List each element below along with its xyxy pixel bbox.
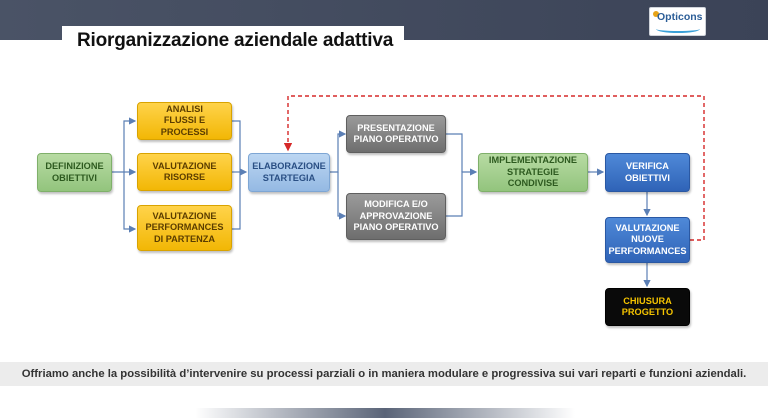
connector-presentazione-implementazione [446, 134, 462, 172]
node-valutazione-nuove-performances: VALUTAZIONE NUOVE PERFORMANCES [605, 217, 690, 263]
page-title: Riorganizzazione aziendale adattiva [77, 30, 394, 51]
node-chiusura-progetto: CHIUSURA PROGETTO [605, 288, 690, 326]
node-valutazione-risorse: VALUTAZIONE RISORSE [137, 153, 232, 191]
bottom-decorative-bar [195, 408, 575, 418]
connector-elaborazione-presentazione [330, 134, 345, 172]
connector-modifica-implementazione [446, 172, 476, 216]
node-valutazione-performances: VALUTAZIONE PERFORMANCES DI PARTENZA [137, 205, 232, 251]
connector-definizione-analisi [112, 121, 135, 172]
node-modifica-approvazione: MODIFICA E/O APPROVAZIONE PIANO OPERATIVO [346, 193, 446, 240]
node-definizione-obiettivi: DEFINIZIONE OBIETTIVI [37, 153, 112, 192]
connector-analisi-elaborazione [232, 121, 240, 172]
connector-elaborazione-modifica [338, 172, 345, 216]
connector-definizione-performances [124, 172, 135, 229]
node-implementazione-strategie: IMPLEMENTAZIONE STRATEGIE CONDIVISE [478, 153, 588, 192]
connector-performances-elaborazione [232, 172, 240, 229]
node-elaborazione-strategia: ELABORAZIONE STARTEGIA [248, 153, 330, 192]
node-analisi-flussi: ANALISI FLUSSI E PROCESSI [137, 102, 232, 140]
footer-note: Offriamo anche la possibilità d’intervenire su processi parziali o in maniera modulare e progressiva sui vari reparti e funzioni aziendali. [21, 368, 747, 380]
node-presentazione-piano: PRESENTAZIONE PIANO OPERATIVO [346, 115, 446, 153]
node-verifica-obiettivi: VERIFICA OBIETTIVI [605, 153, 690, 192]
logo-text: Opticons [657, 11, 703, 23]
